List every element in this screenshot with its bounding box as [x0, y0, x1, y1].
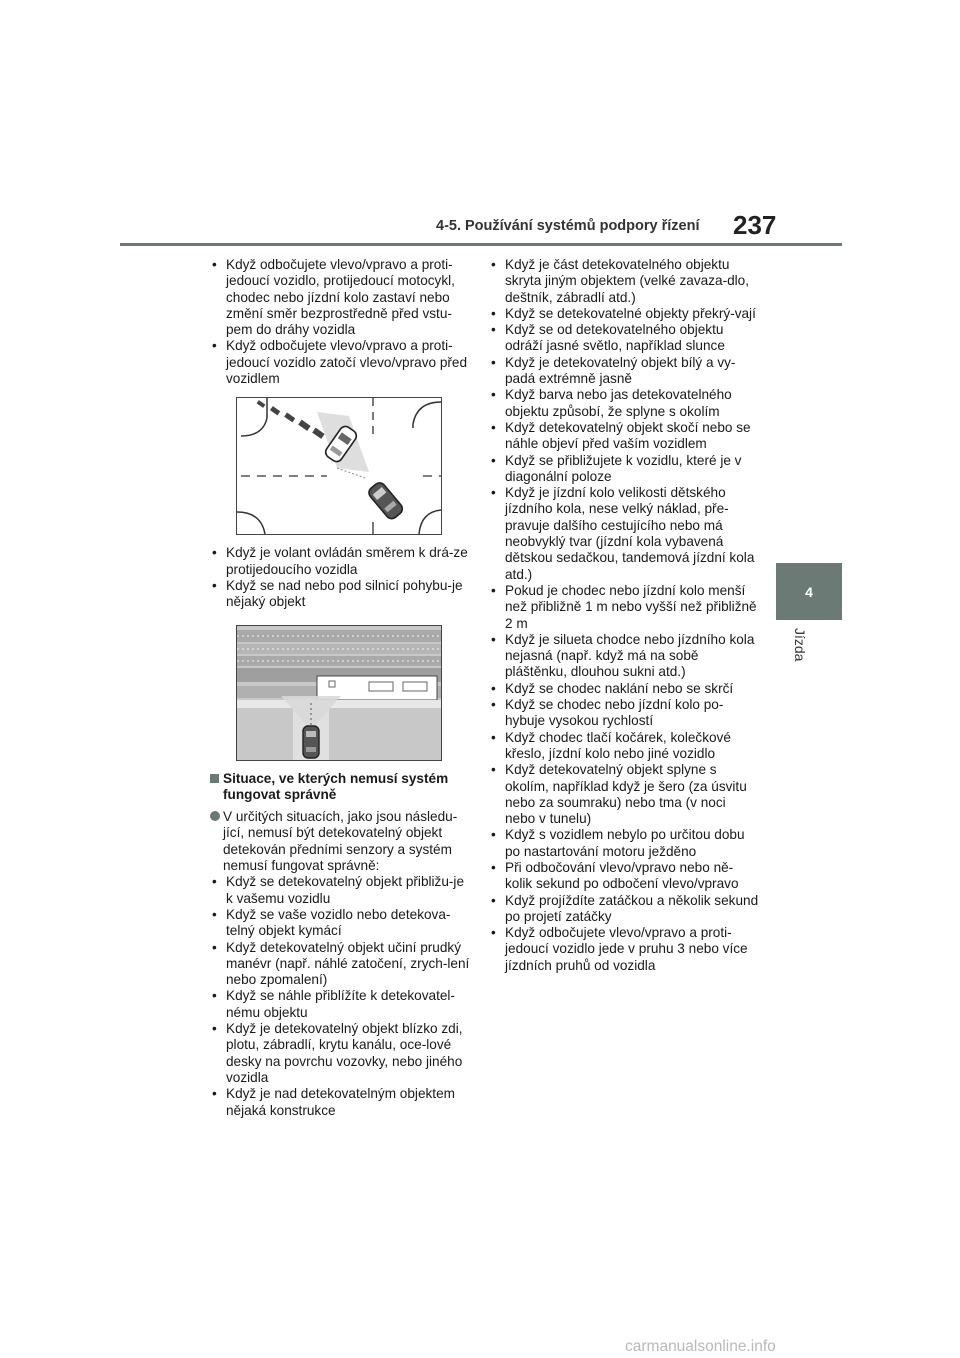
- intro-paragraph: [210, 809, 472, 874]
- section-heading-text: Situace, ve kterých nemusí systém fungovat správně: [223, 770, 449, 802]
- list-item: • Když se chodec naklání nebo se skrčí: [489, 681, 759, 697]
- chapter-label: Jízda: [792, 628, 808, 662]
- list-item: • Když je detekovatelný objekt bílý a vy-padá extrémně jasně: [489, 355, 759, 388]
- right-bullets: [489, 257, 759, 974]
- crossing-illustration: [237, 626, 441, 760]
- list-item: • Když se detekovatelné objekty překrý-vají: [489, 306, 759, 322]
- intersection-figure: [236, 397, 442, 535]
- crossing-figure: [236, 625, 442, 761]
- list-item: • Když odbočujete vlevo/vpravo a proti-jedoucí vozidlo jede v pruhu 3 nebo více jízdních pruhů od vozidla: [489, 925, 759, 974]
- road-crossing: [237, 700, 441, 708]
- chapter-number: 4: [805, 583, 813, 600]
- list-item: • Když detekovatelný objekt splyne s okolím, například když je šero (za úsvitu nebo za soumraku) nebo tma (v noci nebo v tunelu): [489, 762, 759, 827]
- curb-top-right: [413, 402, 441, 428]
- intro-text: V určitých situacích, jako jsou následu-jící, nemusí být detekovatelný objekt detekován předními senzory a systém nemusí fungovat správně:: [223, 809, 458, 874]
- list-item: • Když odbočujete vlevo/vpravo a proti-jedoucí vozidlo zatočí vlevo/vpravo před vozidlem: [210, 338, 472, 387]
- left-bullets-bottom: [210, 874, 472, 1118]
- chapter-tab: [776, 563, 842, 620]
- list-item: • Když se detekovatelný objekt přibližu-je k vašemu vozidlu: [210, 874, 472, 907]
- header-divider: [120, 243, 842, 246]
- section-heading: [210, 771, 472, 804]
- list-item: • Když se přibližujete k vozidlu, které je v diagonální poloze: [489, 453, 759, 486]
- list-item: • Když je nad detekovatelným objektem nějaká konstrukce: [210, 1086, 472, 1119]
- list-item: • Když detekovatelný objekt skočí nebo se náhle objeví před vaším vozidlem: [489, 420, 759, 453]
- list-item: • Když je volant ovládán směrem k drá-ze protijedoucího vozidla: [210, 545, 472, 578]
- intro-marker-icon: [210, 811, 220, 821]
- list-item: • Když barva nebo jas detekovatelného objektu způsobí, že splyne s okolím: [489, 387, 759, 420]
- list-item: • Když se vaše vozidlo nebo detekova-telný objekt kymácí: [210, 907, 472, 940]
- curb-bottom-right: [419, 510, 441, 534]
- watermark: carmanualsonline.info: [625, 1338, 776, 1355]
- section-marker-icon: [210, 774, 219, 783]
- header-section-title: 4-5. Používání systémů podpory řízení: [436, 218, 700, 234]
- left-bullets-middle: [210, 545, 472, 610]
- list-item: • Když detekovatelný objekt učiní prudký manévr (např. náhlé zatočení, zrych-lení nebo zpomalení): [210, 940, 472, 989]
- left-column: [210, 257, 472, 1119]
- curb-bottom-left: [237, 512, 265, 534]
- list-item: • Když se náhle přiblížíte k detekovatel-nému objektu: [210, 988, 472, 1021]
- intersection-illustration: [237, 398, 441, 534]
- list-item: • Když se nad nebo pod silnicí pohybu-je nějaký objekt: [210, 578, 472, 611]
- page-number: 237: [733, 210, 777, 240]
- list-item: • Když se chodec nebo jízdní kolo po-hybuje vysokou rychlostí: [489, 697, 759, 730]
- list-item: • Když je jízdní kolo velikosti dětského jízdního kola, nese velký náklad, pře-pravuje dalšího cestujícího nebo má neobvyklý tvar (jízdní kola vybavená dětskou sedačkou, tandemová jízdní kola atd.): [489, 485, 759, 583]
- list-item: • Když odbočujete vlevo/vpravo a proti-jedoucí vozidlo, protijedoucí motocykl, chodec nebo jízdní kolo zastaví nebo změní směr bezprostředně před vstu-pem do dráhy vozidla: [210, 257, 472, 338]
- list-item: • Pokud je chodec nebo jízdní kolo menší než přibližně 1 m nebo vyšší než přibližně 2 m: [489, 583, 759, 632]
- left-bullets-top: [210, 257, 472, 387]
- list-item: • Když je část detekovatelného objektu skryta jiným objektem (velké zavaza-dlo, deštník, zábradlí atd.): [489, 257, 759, 306]
- list-item: • Když je silueta chodce nebo jízdního kola nejasná (např. když má na sobě pláštěnku, dlouhou sukni atd.): [489, 632, 759, 681]
- right-column: [489, 257, 759, 974]
- list-item: • Když chodec tlačí kočárek, kolečkové křeslo, jízdní kolo nebo jiné vozidlo: [489, 730, 759, 763]
- own-car-icon: [367, 481, 405, 522]
- list-item: • Když se od detekovatelného objektu odráží jasné světlo, například slunce: [489, 322, 759, 355]
- own-car-icon: [303, 726, 319, 758]
- list-item: • Když s vozidlem nebylo po určitou dobu po nastartování motoru ježděno: [489, 827, 759, 860]
- list-item: • Když je detekovatelný objekt blízko zdi, plotu, zábradlí, krytu kanálu, oce-lové desky na povrchu vozovky, nebo jiného vozidla: [210, 1021, 472, 1086]
- list-item: • Když projíždíte zatáčkou a několik sekund po projetí zatáčky: [489, 893, 759, 926]
- list-item: • Při odbočování vlevo/vpravo nebo ně-kolik sekund po odbočení vlevo/vpravo: [489, 860, 759, 893]
